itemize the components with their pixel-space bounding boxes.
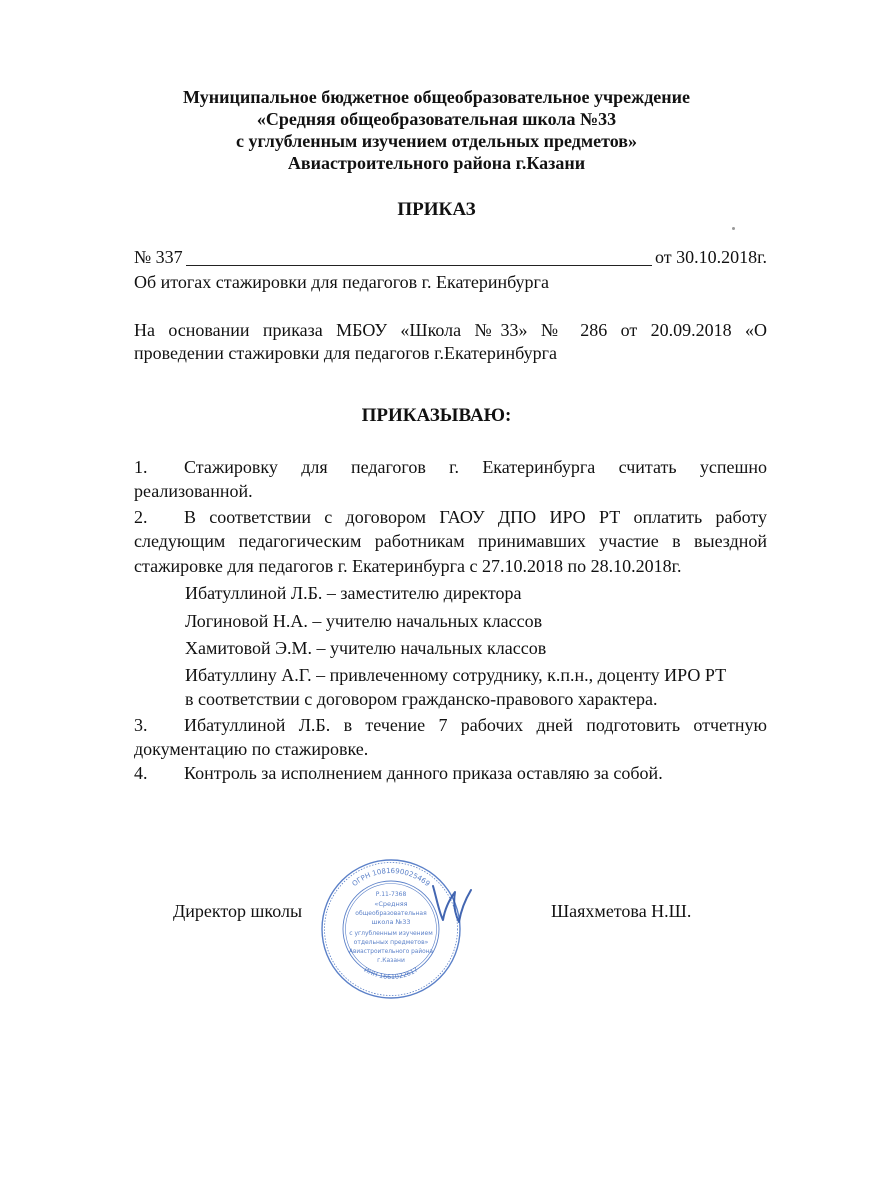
item-2-line-1: В соответствии с договором ГАОУ ДПО ИРО РТ оплатить работу	[184, 507, 767, 527]
seal-reg: Р.11-7368	[375, 891, 407, 898]
seal-text-3: школа №33	[371, 918, 411, 926]
seal-inn-arc	[362, 966, 419, 981]
seal-text-2: общеобразовательная	[355, 910, 427, 917]
order-date: от 30.10.2018г.	[655, 247, 767, 267]
item-3-line-2: документацию по стажировке.	[134, 739, 369, 759]
seal-text-7: г.Казани	[377, 957, 405, 964]
seal-text-4: с углубленным изучением	[349, 930, 433, 937]
header-line-1: Муниципальное бюджетное общеобразовательное учреждение	[182, 87, 691, 107]
item-4-line-1: Контроль за исполнением данного приказа оставляю за собой.	[184, 763, 663, 783]
staff-1: Ибатуллиной Л.Б. – заместителю директора	[185, 583, 522, 603]
organization-header	[0, 86, 873, 174]
staff-2: Логиновой Н.А. – учителю начальных классов	[185, 611, 543, 631]
number-underline	[186, 248, 652, 266]
item-3-number: 3.	[134, 715, 148, 735]
order-word: ПРИКАЗЫВАЮ:	[361, 405, 512, 426]
seal-text-1: «Средняя	[374, 900, 408, 908]
basis-line-2: проведении стажировки для педагогов г.Екатеринбурга	[134, 343, 557, 363]
item-3-line-1: Ибатуллиной Л.Б. в течение 7 рабочих дней подготовить отчетную	[184, 715, 767, 735]
item-1-line-2: реализованной.	[134, 481, 253, 501]
basis-line-1: На основании приказа МБОУ «Школа №33» № 286 от 20.09.2018 «О	[134, 320, 767, 340]
item-3	[134, 714, 767, 737]
signatory-position: Директор школы	[173, 901, 303, 921]
item-2-number: 2.	[134, 507, 148, 527]
seal-text-6: Авиастроительного района	[349, 949, 433, 955]
item-4	[134, 762, 767, 785]
staff-3: Хамитовой Э.М. – учителю начальных классов	[185, 638, 547, 658]
staff-5: в соответствии с договором гражданско-правового характера.	[185, 689, 658, 709]
seal-ogrn-arc	[351, 867, 432, 888]
item-1	[134, 456, 767, 479]
item-2-line-2: следующим педагогическим работникам принимавших участие в выездной	[134, 531, 767, 551]
item-1-line-1: Стажировку для педагогов г. Екатеринбурга считать успешно	[184, 457, 767, 477]
seal-ogrn: ОГРН 1081690025469	[350, 866, 432, 889]
item-2-line-3: стажировке для педагогов г. Екатеринбурга с 27.10.2018 по 28.10.2018г.	[134, 556, 682, 576]
header-line-4: Авиастроительного района г.Казани	[287, 153, 586, 173]
document-title: ПРИКАЗ	[397, 199, 476, 220]
signatory-name: Шаяхметова Н.Ш.	[551, 901, 692, 921]
order-number: № 337	[134, 247, 183, 267]
order-number-line	[134, 246, 767, 269]
scan-speck	[732, 227, 735, 230]
header-line-2: «Средняя общеобразовательная школа №33	[256, 109, 617, 129]
order-subject: Об итогах стажировки для педагогов г. Екатеринбурга	[134, 272, 549, 292]
handwritten-signature	[425, 878, 475, 928]
item-1-number: 1.	[134, 457, 148, 477]
staff-4: Ибатуллину А.Г. – привлеченному сотруднику, к.п.н., доценту ИРО РТ	[185, 665, 727, 685]
item-2	[134, 506, 767, 529]
item-4-number: 4.	[134, 763, 148, 783]
header-line-3: с углубленным изучением отдельных предметов»	[235, 131, 638, 151]
seal-inn: ИНН 1661022617	[362, 965, 420, 982]
seal-text-5: отдельных предметов»	[353, 939, 429, 946]
